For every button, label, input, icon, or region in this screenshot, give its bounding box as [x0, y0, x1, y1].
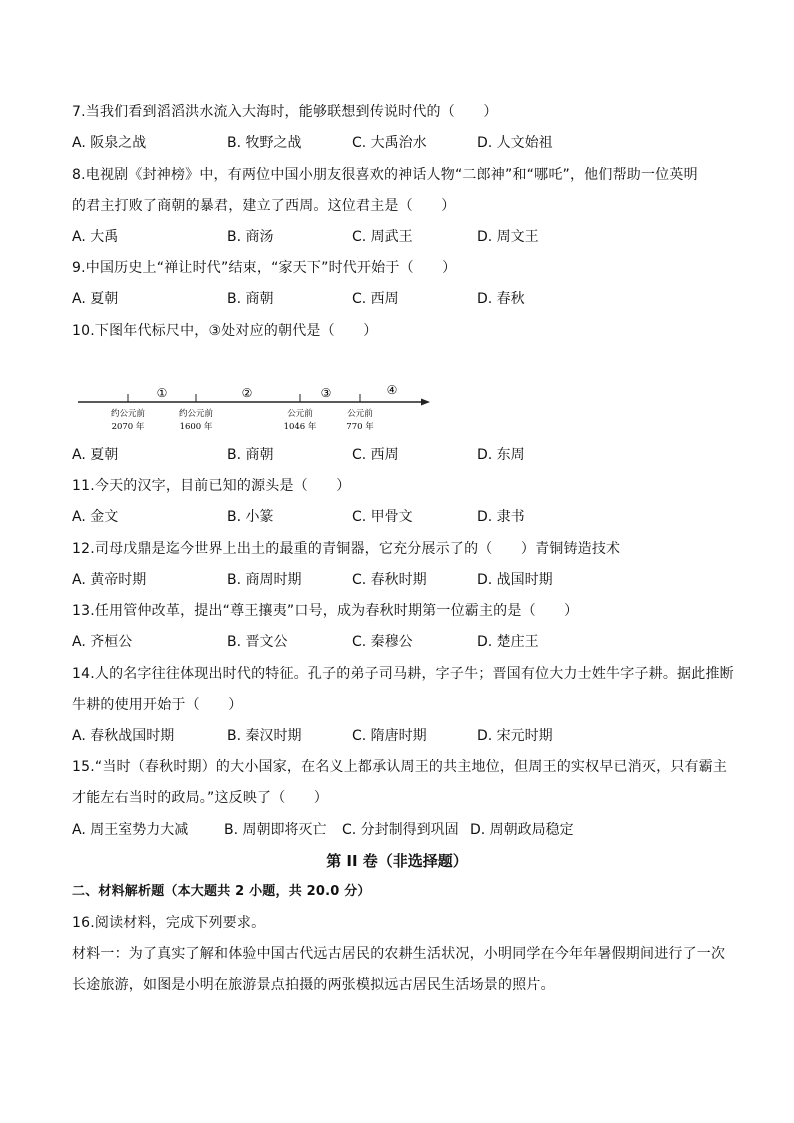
question-12-option-d[interactable]: D. 战国时期 — [477, 572, 553, 588]
question-10-options — [72, 445, 732, 465]
question-12-option-c[interactable]: C. 春秋时期 — [352, 572, 427, 588]
question-9-option-c[interactable]: C. 西周 — [352, 291, 399, 307]
timeline-segment-2: ② — [241, 386, 253, 400]
question-13-option-d[interactable]: D. 楚庄王 — [477, 634, 539, 650]
question-7-stem: 7.当我们看到滔滔洪水流入大海时，能够联想到传说时代的（ ） — [72, 104, 498, 120]
question-8-options — [72, 227, 732, 247]
timeline-label-4-top: 公元前 — [347, 409, 373, 419]
question-16-material-line1: 材料一：为了真实了解和体验中国古代远古居民的农耕生活状况，小明同学在今年年暑假期间进行了一次 — [72, 946, 726, 962]
question-10-option-b[interactable]: B. 商朝 — [227, 447, 274, 463]
timeline-label-3-top: 公元前 — [287, 409, 313, 419]
question-13-option-a[interactable]: A. 齐桓公 — [72, 634, 133, 650]
question-15-option-b[interactable]: B. 周朝即将灭亡 — [224, 822, 327, 838]
question-14-options — [72, 726, 732, 746]
question-14-option-c[interactable]: C. 隋唐时期 — [352, 728, 427, 744]
question-7-option-a[interactable]: A. 阪泉之战 — [72, 135, 147, 151]
section-2-heading: 二、材料解析题（本大题共 2 小题，共 20.0 分） — [72, 884, 371, 899]
timeline-segment-1: ① — [156, 386, 168, 400]
question-13-options — [72, 632, 732, 652]
timeline-label-2-top: 约公元前 — [178, 409, 214, 419]
question-11-stem: 11.今天的汉字，目前已知的源头是（ ） — [72, 478, 351, 494]
question-9-option-d[interactable]: D. 春秋 — [477, 291, 525, 307]
question-9-options — [72, 289, 732, 309]
question-13-option-b[interactable]: B. 晋文公 — [227, 634, 288, 650]
question-15-option-c[interactable]: C. 分封制得到巩固 — [342, 822, 459, 838]
question-7-options — [72, 133, 732, 153]
part-2-title: 第 II 卷（非选择题） — [326, 852, 468, 870]
question-14-option-b[interactable]: B. 秦汉时期 — [227, 728, 302, 744]
question-11-option-b[interactable]: B. 小篆 — [227, 509, 274, 525]
question-15-stem-line1: 15.“当时（春秋时期）的大小国家，在名义上都承认周王的共主地位，但周王的实权早已消灭，只有霸主 — [72, 759, 728, 775]
question-8-option-a[interactable]: A. 大禹 — [72, 229, 119, 245]
question-16-material-line2: 长途旅游，如图是小明在旅游景点拍摄的两张模拟远古居民生活场景的照片。 — [72, 977, 555, 993]
question-11-option-d[interactable]: D. 隶书 — [477, 509, 525, 525]
question-8-option-d[interactable]: D. 周文王 — [477, 229, 539, 245]
question-12-option-a[interactable]: A. 黄帝时期 — [72, 572, 147, 588]
question-12-option-b[interactable]: B. 商周时期 — [227, 572, 302, 588]
question-8-stem-line2: 的君主打败了商朝的暴君，建立了西周。这位君主是（ ） — [72, 198, 456, 214]
question-11-option-c[interactable]: C. 甲骨文 — [352, 509, 413, 525]
question-8-stem-line1: 8.电视剧《封神榜》中，有两位中国小朋友很喜欢的神话人物“二郎神”和“哪吒”，他们帮助一位英明 — [72, 167, 698, 183]
question-12-options — [72, 570, 732, 590]
question-14-stem-line1: 14.人的名字往往体现出时代的特征。孔子的弟子司马耕，字子牛；晋国有位大力士姓牛字子耕。据此推断 — [72, 666, 734, 682]
question-11-option-a[interactable]: A. 金文 — [72, 509, 119, 525]
question-15-option-d[interactable]: D. 周朝政局稳定 — [470, 822, 574, 838]
question-8-option-b[interactable]: B. 商汤 — [227, 229, 274, 245]
timeline-segment-3: ③ — [320, 386, 332, 400]
timeline-label-3-bottom: 1046 年 — [283, 422, 317, 432]
question-9-option-b[interactable]: B. 商朝 — [227, 291, 274, 307]
question-12-stem: 12.司母戊鼎是迄今世界上出土的最重的青铜器，它充分展示了的（ ）青铜铸造技术 — [72, 541, 621, 557]
question-7-option-b[interactable]: B. 牧野之战 — [227, 135, 302, 151]
question-14-option-d[interactable]: D. 宋元时期 — [477, 728, 553, 744]
timeline-label-2-bottom: 1600 年 — [179, 422, 213, 432]
question-10-option-a[interactable]: A. 夏朝 — [72, 447, 119, 463]
timeline-label-1-bottom: 2070 年 — [111, 422, 145, 432]
question-16-stem: 16.阅读材料，完成下列要求。 — [72, 915, 266, 931]
question-7-option-d[interactable]: D. 人文始祖 — [477, 135, 553, 151]
question-7-option-c[interactable]: C. 大禹治水 — [352, 135, 427, 151]
timeline-segment-4: ④ — [386, 383, 398, 397]
timeline-label-4-bottom: 770 年 — [346, 422, 374, 432]
question-14-stem-line2: 牛耕的使用开始于（ ） — [72, 697, 243, 713]
question-10-stem: 10.下图年代标尺中，③处对应的朝代是（ ） — [72, 323, 378, 339]
timeline-arrow — [421, 399, 430, 406]
question-10-option-c[interactable]: C. 西周 — [352, 447, 399, 463]
question-9-stem: 9.中国历史上“禅让时代”结束，“家天下”时代开始于（ ） — [72, 260, 457, 276]
question-15-option-a[interactable]: A. 周王室势力大减 — [72, 822, 189, 838]
question-8-option-c[interactable]: C. 周武王 — [352, 229, 413, 245]
timeline-label-1-top: 约公元前 — [110, 409, 146, 419]
question-11-options — [72, 507, 732, 527]
question-14-option-a[interactable]: A. 春秋战国时期 — [72, 728, 175, 744]
question-13-stem: 13.任用管仲改革，提出“尊王攘夷”口号，成为春秋时期第一位霸主的是（ ） — [72, 603, 579, 619]
question-15-options — [72, 820, 732, 840]
question-10-option-d[interactable]: D. 东周 — [477, 447, 525, 463]
question-9-option-a[interactable]: A. 夏朝 — [72, 291, 119, 307]
question-13-option-c[interactable]: C. 秦穆公 — [352, 634, 413, 650]
timeline-figure — [72, 378, 442, 436]
question-15-stem-line2: 才能左右当时的政局。”这反映了（ ） — [72, 790, 329, 806]
